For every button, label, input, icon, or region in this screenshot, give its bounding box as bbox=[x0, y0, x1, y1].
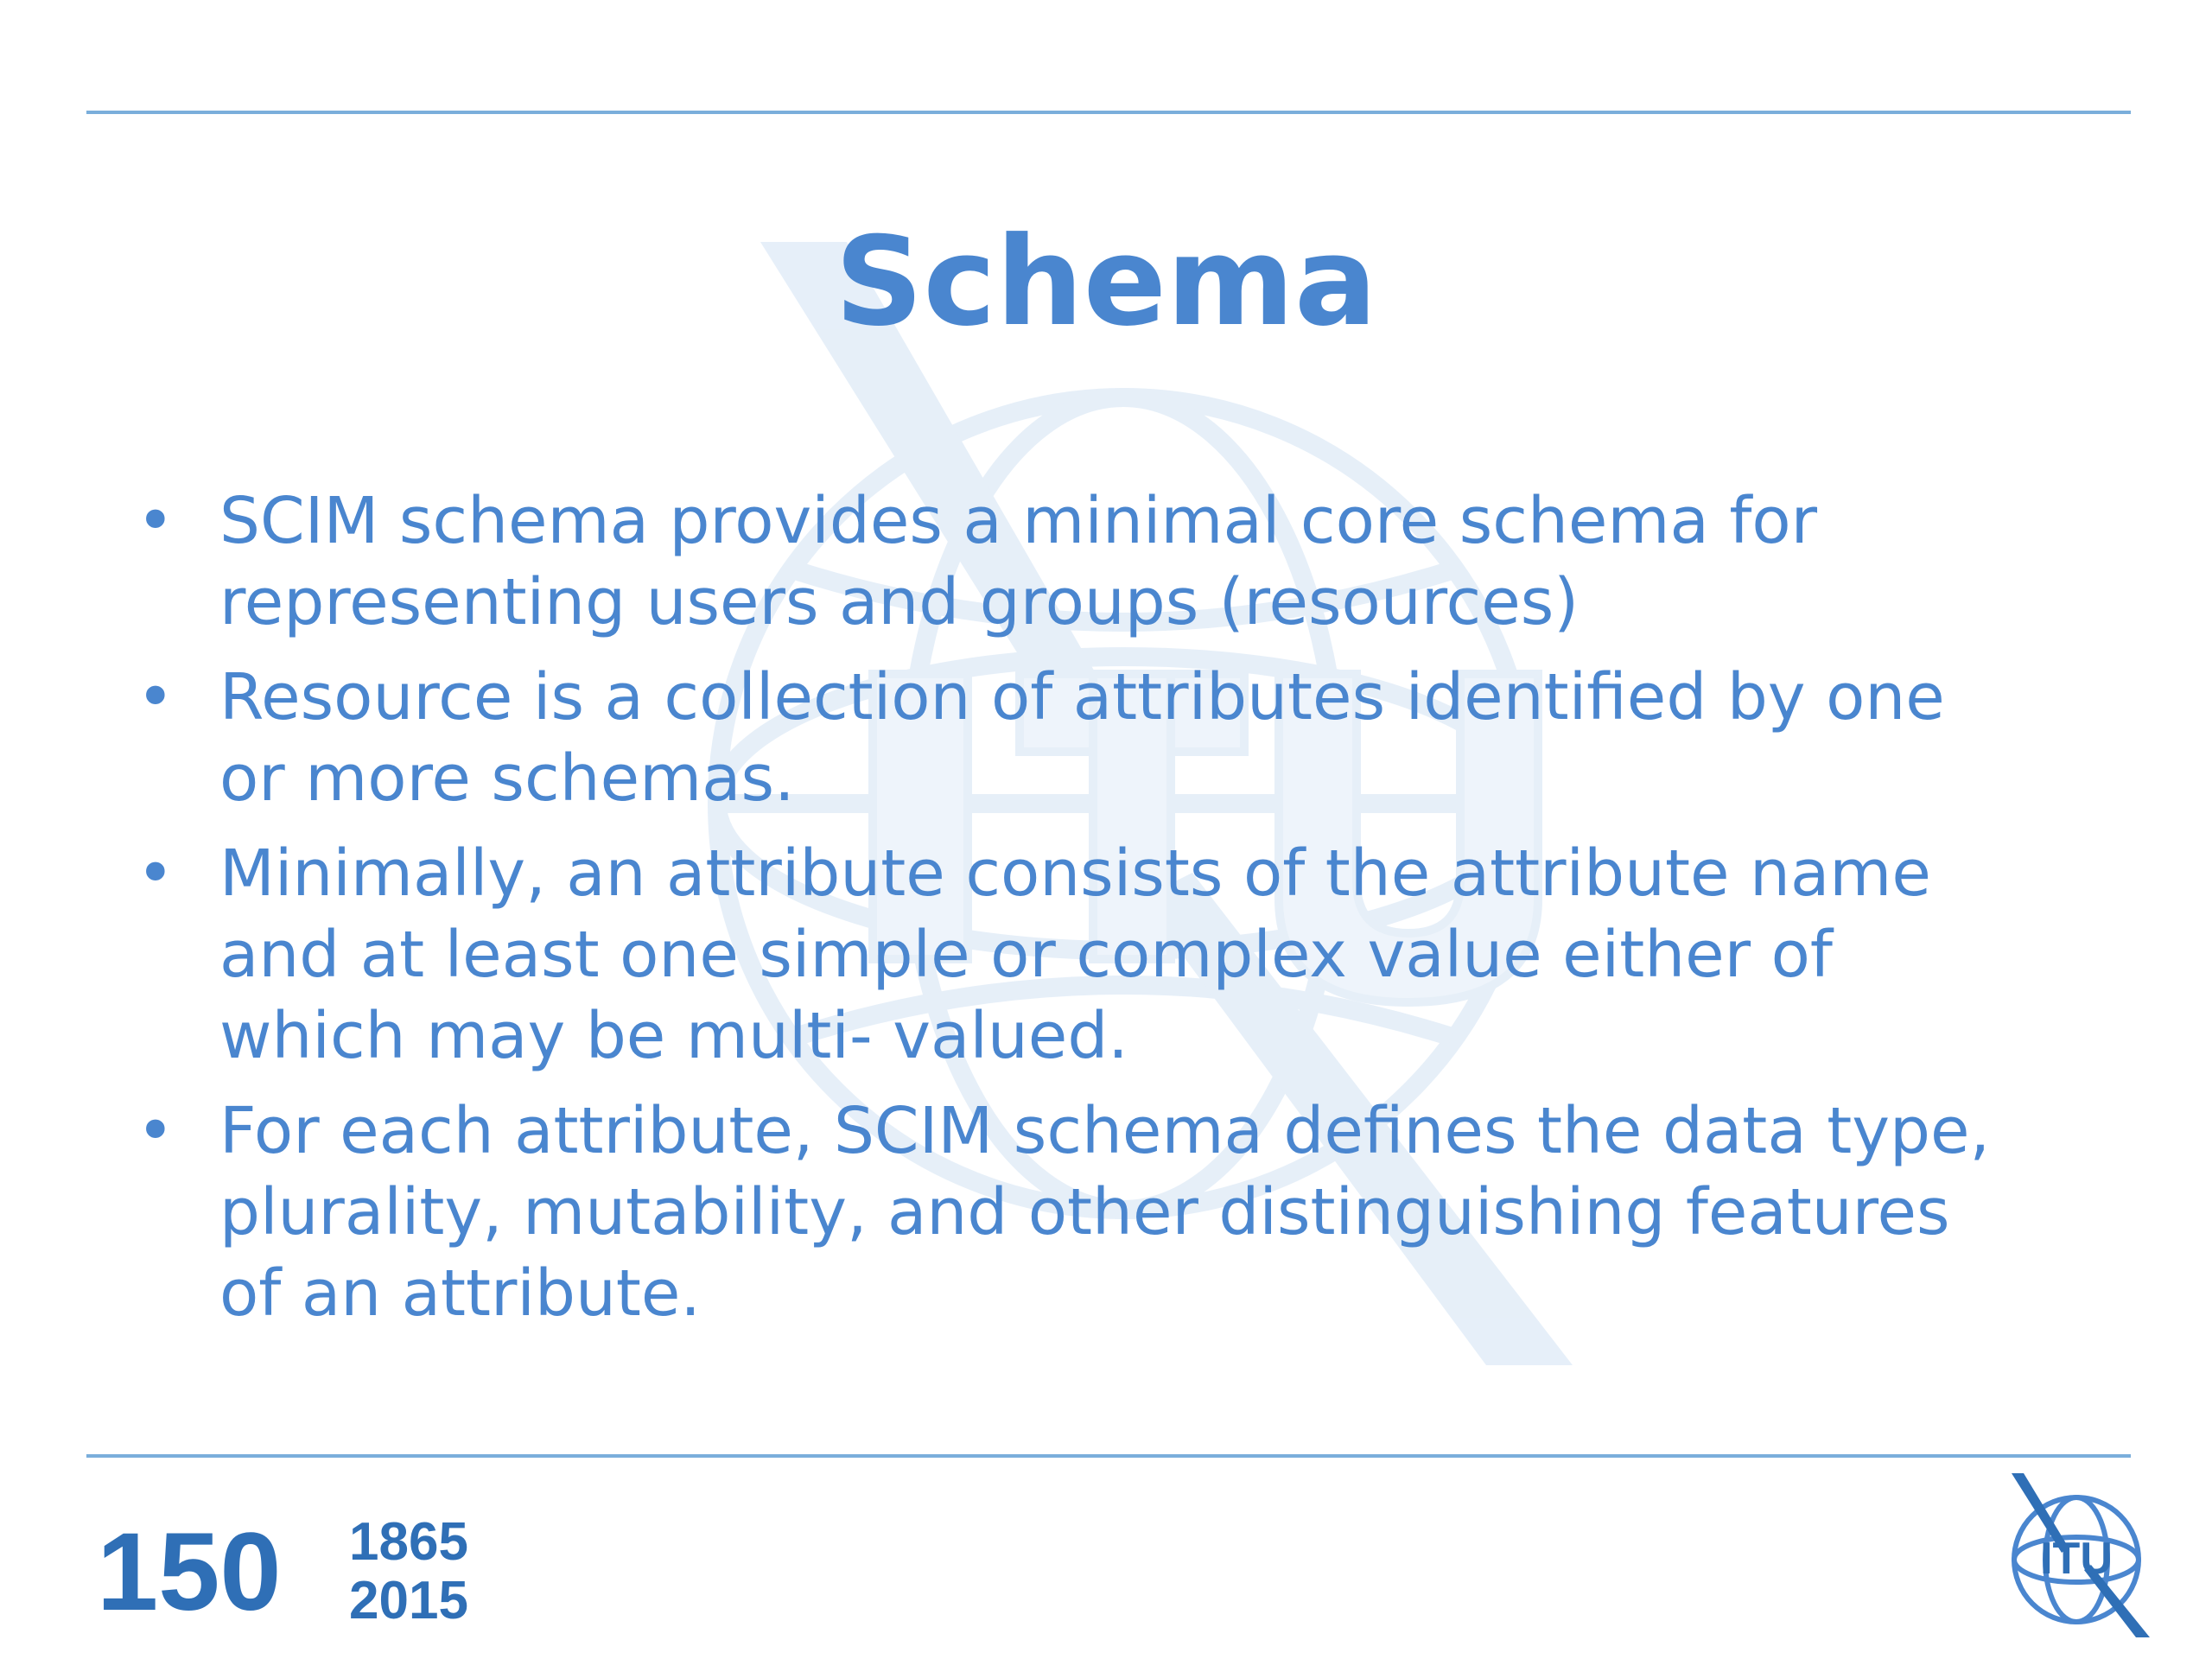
bullet-line: plurality, mutability, and other distinguishing features bbox=[219, 1175, 1950, 1249]
itu-logo-icon bbox=[1994, 1473, 2158, 1637]
bullet-line: Minimally, an attribute consists of the attribute name bbox=[219, 836, 1931, 911]
bullet-marker: • bbox=[137, 484, 175, 558]
bullet-line: and at least one simple or complex value either of bbox=[219, 918, 1833, 992]
bullet-item bbox=[130, 657, 2117, 819]
top-divider bbox=[86, 111, 2131, 114]
bullet-marker: • bbox=[137, 660, 175, 734]
bullet-marker: • bbox=[137, 836, 175, 911]
itu-150-anniversary-logo bbox=[97, 1508, 468, 1634]
bullet-item bbox=[130, 480, 2117, 643]
bullet-line: of an attribute. bbox=[219, 1256, 701, 1331]
bullet-line: representing users and groups (resources) bbox=[219, 565, 1580, 639]
bullet-line: For each attribute, SCIM schema defines the data type, bbox=[219, 1094, 1991, 1168]
bullet-line: or more schemas. bbox=[219, 741, 795, 816]
slide-title: Schema bbox=[835, 211, 1377, 353]
bullet-line: SCIM schema provides a minimal core schema for bbox=[219, 484, 1818, 558]
itu-logo-text: ITU bbox=[2040, 1534, 2113, 1584]
bottom-divider bbox=[86, 1454, 2131, 1458]
bullet-item bbox=[130, 833, 2117, 1077]
bullet-line: Resource is a collection of attributes identified by one bbox=[219, 660, 1945, 734]
bullet-line: which may be multi- valued. bbox=[219, 999, 1128, 1073]
bullet-marker: • bbox=[137, 1094, 175, 1168]
bullet-item bbox=[130, 1090, 2117, 1334]
anniversary-number: 150 bbox=[97, 1510, 282, 1634]
anniversary-year-end: 2015 bbox=[349, 1571, 468, 1630]
bullet-list bbox=[130, 480, 2117, 1348]
anniversary-year-start: 1865 bbox=[349, 1512, 468, 1572]
